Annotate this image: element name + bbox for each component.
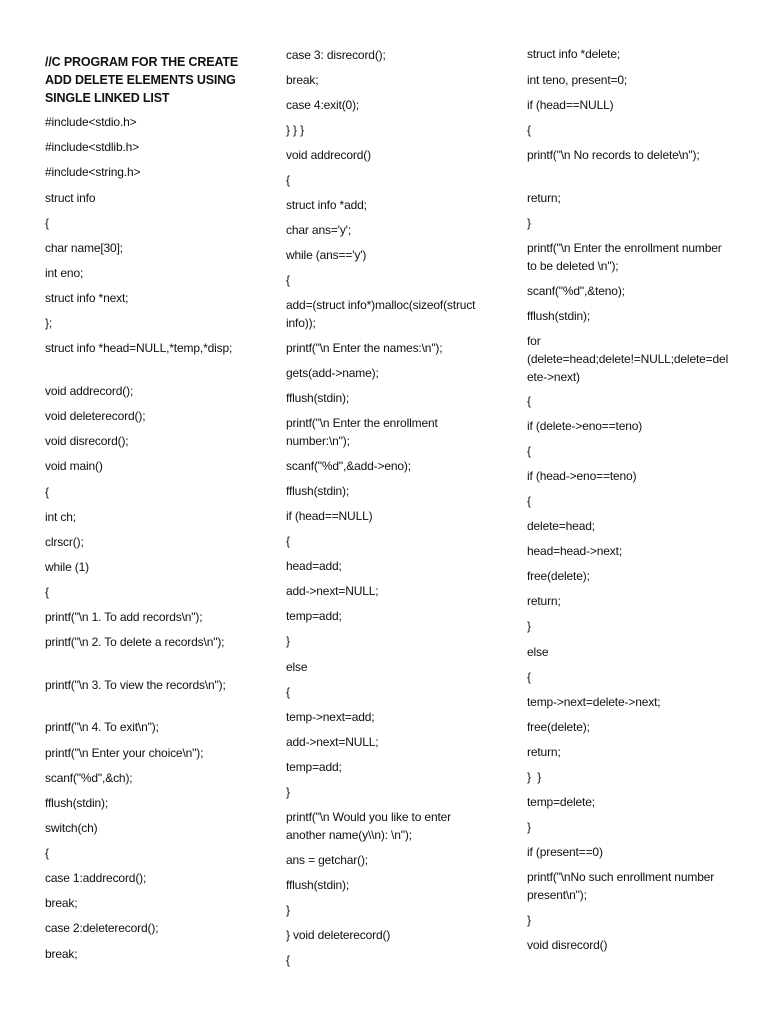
code-line: free(delete); <box>527 720 590 734</box>
code-line: { <box>286 273 290 287</box>
code-line: case 3: disrecord(); <box>286 48 386 62</box>
code-line: return; <box>527 594 561 608</box>
code-line: free(delete); <box>527 569 590 583</box>
code-line: } <box>527 216 531 230</box>
code-line: int eno; <box>45 266 84 280</box>
code-line: return; <box>527 191 561 205</box>
code-line: printf("\n No records to delete\n"); <box>527 148 700 162</box>
code-line: add->next=NULL; <box>286 584 379 598</box>
code-line: { <box>45 485 49 499</box>
code-line: } } <box>527 770 542 784</box>
code-line: while (ans=='y') <box>286 248 367 262</box>
code-line: break; <box>45 947 78 961</box>
code-line: }; <box>45 316 53 330</box>
code-line: break; <box>286 73 319 87</box>
code-line: scanf("%d",&teno); <box>527 284 625 298</box>
code-line: if (head->eno==teno) <box>527 469 637 483</box>
code-line: break; <box>45 896 78 910</box>
code-line: } <box>286 634 290 648</box>
code-line: void disrecord() <box>527 938 608 952</box>
code-line: printf("\n 3. To view the records\n"); <box>45 678 226 692</box>
code-line: struct info *head=NULL,*temp,*disp; <box>45 341 233 355</box>
code-line: { <box>527 394 531 408</box>
code-line: printf("\n Enter your choice\n"); <box>45 746 204 760</box>
code-line: printf("\n 4. To exit\n"); <box>45 720 159 734</box>
code-line: case 4:exit(0); <box>286 98 360 112</box>
code-line: char name[30]; <box>45 241 123 255</box>
code-line: { <box>286 534 290 548</box>
code-line: for (delete=head;delete!=NULL;delete=delete->next) <box>527 334 729 384</box>
code-line: } <box>527 820 531 834</box>
code-line: head=head->next; <box>527 544 623 558</box>
code-line: void deleterecord(); <box>45 409 146 423</box>
code-line: void addrecord(); <box>45 384 134 398</box>
code-line: gets(add->name); <box>286 366 379 380</box>
code-line: temp->next=add; <box>286 710 375 724</box>
code-line: #include<stdio.h> <box>45 115 137 129</box>
code-line: { <box>527 494 531 508</box>
code-line: head=add; <box>286 559 342 573</box>
code-line: fflush(stdin); <box>286 878 350 892</box>
code-line: printf("\n Enter the enrollment number to be deleted \n"); <box>527 241 725 273</box>
code-line: void addrecord() <box>286 148 371 162</box>
code-line: printf("\n Enter the enrollment number:\n"); <box>286 416 441 448</box>
code-line: struct info *delete; <box>527 47 621 61</box>
code-line: char ans='y'; <box>286 223 351 237</box>
code-line: { <box>286 173 290 187</box>
code-line: temp=delete; <box>527 795 595 809</box>
code-line: #include<string.h> <box>45 165 141 179</box>
code-line: } <box>286 785 290 799</box>
code-line: clrscr(); <box>45 535 84 549</box>
code-line: switch(ch) <box>45 821 98 835</box>
code-line: add->next=NULL; <box>286 735 379 749</box>
code-line: else <box>527 645 549 659</box>
code-line: printf("\n 1. To add records\n"); <box>45 610 203 624</box>
code-line: case 1:addrecord(); <box>45 871 147 885</box>
code-line: if (head==NULL) <box>286 509 373 523</box>
code-line: scanf("%d",&add->eno); <box>286 459 411 473</box>
code-line: if (present==0) <box>527 845 603 859</box>
code-line: { <box>45 585 49 599</box>
code-line: else <box>286 660 308 674</box>
code-line: delete=head; <box>527 519 595 533</box>
code-line: { <box>45 846 49 860</box>
code-line: printf("\n 2. To delete a records\n"); <box>45 635 225 649</box>
code-line: fflush(stdin); <box>45 796 109 810</box>
code-line: { <box>527 123 531 137</box>
code-line: fflush(stdin); <box>286 391 350 405</box>
code-line: case 2:deleterecord(); <box>45 921 159 935</box>
code-line: { <box>527 670 531 684</box>
code-line: temp=add; <box>286 609 342 623</box>
code-line: } <box>527 619 531 633</box>
code-line: void main() <box>45 459 103 473</box>
code-line: scanf("%d",&ch); <box>45 771 133 785</box>
code-line: int ch; <box>45 510 76 524</box>
code-line: { <box>286 953 290 967</box>
code-line: struct info <box>45 191 96 205</box>
code-line: printf("\nNo such enrollment number present\n"); <box>527 870 718 902</box>
code-line: #include<stdlib.h> <box>45 140 140 154</box>
code-line: temp->next=delete->next; <box>527 695 661 709</box>
code-line: } } } <box>286 123 304 137</box>
code-line: fflush(stdin); <box>286 484 350 498</box>
code-line: int teno, present=0; <box>527 73 628 87</box>
code-line: struct info *next; <box>45 291 129 305</box>
code-line: if (head==NULL) <box>527 98 614 112</box>
code-line: { <box>527 444 531 458</box>
code-line: printf("\n Enter the names:\n"); <box>286 341 443 355</box>
code-line: return; <box>527 745 561 759</box>
code-line: temp=add; <box>286 760 342 774</box>
program-title: //C PROGRAM FOR THE CREATE ADD DELETE ELEMENTS USING SINGLE LINKED LIST <box>45 55 241 105</box>
code-line: while (1) <box>45 560 89 574</box>
code-line: void disrecord(); <box>45 434 129 448</box>
code-line: } void deleterecord() <box>286 928 391 942</box>
code-line: { <box>45 216 49 230</box>
code-line: struct info *add; <box>286 198 367 212</box>
code-line: { <box>286 685 290 699</box>
code-line: } <box>286 903 290 917</box>
code-line: printf("\n Would you like to enter another name(y\\n): \n"); <box>286 810 455 842</box>
code-line: fflush(stdin); <box>527 309 591 323</box>
code-line: add=(struct info*)malloc(sizeof(struct info)); <box>286 298 479 330</box>
code-line: } <box>527 913 531 927</box>
code-line: if (delete->eno==teno) <box>527 419 643 433</box>
code-line: ans = getchar(); <box>286 853 368 867</box>
